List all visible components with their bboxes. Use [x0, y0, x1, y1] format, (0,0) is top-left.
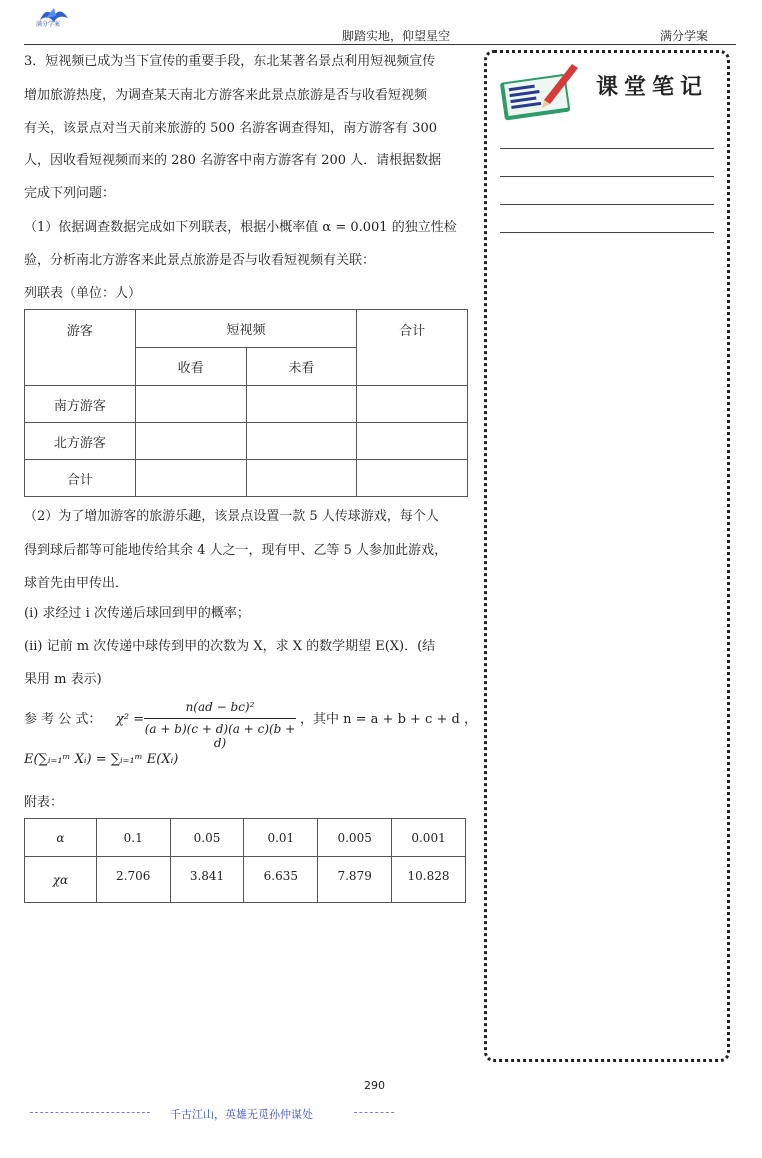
row-label-total: 合计: [25, 460, 136, 497]
alpha-value: 0.1: [96, 819, 170, 857]
part1-line-2: 验，分析南北方游客来此景点旅游是否与收看短视频有关联：: [24, 253, 376, 268]
part2-line-3: 球首先由甲传出．: [24, 576, 129, 591]
formula-label: 参 考 公 式：: [24, 712, 102, 727]
problem-line-4: 人，因收看短视频而来的 280 名游客中南方游客有 200 人．请根据数据: [24, 153, 442, 168]
notepad-pencil-icon: [496, 56, 582, 122]
part2-line-2: 得到球后都等可能地传给其余 4 人之一，现有甲、乙等 5 人参加此游戏，: [24, 543, 448, 558]
logo-text: 满分学案: [36, 21, 61, 28]
alpha-value: 0.05: [170, 819, 244, 857]
blank-cell: [357, 460, 468, 497]
chi-table: [24, 818, 466, 903]
alpha-label: α: [25, 819, 97, 857]
class-notes-panel: [484, 50, 730, 1062]
problem-line-1: 3．短视频已成为当下宣传的重要手段，东北某著名景点利用短视频宣传: [24, 54, 436, 69]
notes-title: 课堂笔记: [596, 74, 709, 100]
blank-cell: [135, 460, 246, 497]
chi-critical-value: 7.879: [318, 857, 392, 903]
fraction-bar: [144, 718, 296, 719]
problem-line-5: 完成下列问题：: [24, 186, 116, 201]
note-line: [500, 232, 714, 233]
chi-square-denominator: (a + b)(c + d)(a + c)(b + d): [144, 722, 296, 750]
alpha-value: 0.005: [318, 819, 392, 857]
part1-line-1: （1）依据调查数据完成如下列联表，根据小概率值 α = 0.001 的独立性检: [24, 220, 457, 235]
note-line: [500, 204, 714, 205]
alpha-value: 0.01: [244, 819, 318, 857]
header-video: 短视频: [135, 310, 357, 348]
header-motto: 脚踏实地，仰望星空: [342, 29, 451, 43]
sub-question-ii-line-1: (ii) 记前 m 次传递中球传到甲的次数为 X，求 X 的数学期望 E(X)．(结: [24, 639, 436, 654]
footer-slogan: 千古江山，英雄无觅孙仲谋处: [170, 1108, 313, 1121]
blank-cell: [246, 423, 357, 460]
page-number: 290: [364, 1079, 385, 1092]
header-visitor: 游客: [25, 310, 136, 386]
contingency-table: [24, 309, 468, 497]
note-line: [500, 176, 714, 177]
expectation-formula: E(∑ᵢ₌₁ᵐ Xᵢ) = ∑ᵢ₌₁ᵐ E(Xᵢ): [24, 752, 179, 767]
chi-square-numerator: n(ad − bc)²: [185, 700, 255, 714]
blank-cell: [357, 423, 468, 460]
subheader-watch: 收看: [135, 348, 246, 386]
note-line: [500, 148, 714, 149]
footer-dash-right: [354, 1112, 394, 1113]
formula-tail: ，其中 n = a + b + c + d ，: [300, 712, 477, 727]
chi-critical-value: 6.635: [244, 857, 318, 903]
chi-alpha-label: χα: [25, 857, 97, 903]
footer-dash-left: [30, 1112, 150, 1113]
header-divider: [24, 44, 736, 45]
alpha-value: 0.001: [392, 819, 466, 857]
appendix-label: 附表：: [24, 795, 64, 810]
blank-cell: [246, 460, 357, 497]
sub-question-i: (i) 求经过 i 次传递后球回到甲的概率；: [24, 606, 250, 621]
sub-question-ii-line-2: 果用 m 表示): [24, 672, 102, 687]
blank-cell: [135, 386, 246, 423]
row-label-south: 南方游客: [25, 386, 136, 423]
blank-cell: [246, 386, 357, 423]
part2-line-1: （2）为了增加游客的旅游乐趣，该景点设置一款 5 人传球游戏，每个人: [24, 509, 439, 524]
blank-cell: [135, 423, 246, 460]
header-series: 满分学案: [660, 29, 709, 43]
chi-critical-value: 2.706: [96, 857, 170, 903]
header-total: 合计: [357, 310, 468, 386]
row-label-north: 北方游客: [25, 423, 136, 460]
chi-critical-value: 3.841: [170, 857, 244, 903]
problem-line-2: 增加旅游热度，为调查某天南北方游客来此景点旅游是否与收看短视频: [24, 88, 428, 103]
chi-square-lhs: χ² =: [116, 712, 145, 727]
subheader-notwatch: 未看: [246, 348, 357, 386]
problem-line-3: 有关，该景点对当天前来旅游的 500 名游客调查得知，南方游客有 300: [24, 121, 438, 136]
blank-cell: [357, 386, 468, 423]
table-caption: 列联表（单位：人）: [24, 286, 142, 301]
chi-critical-value: 10.828: [392, 857, 466, 903]
